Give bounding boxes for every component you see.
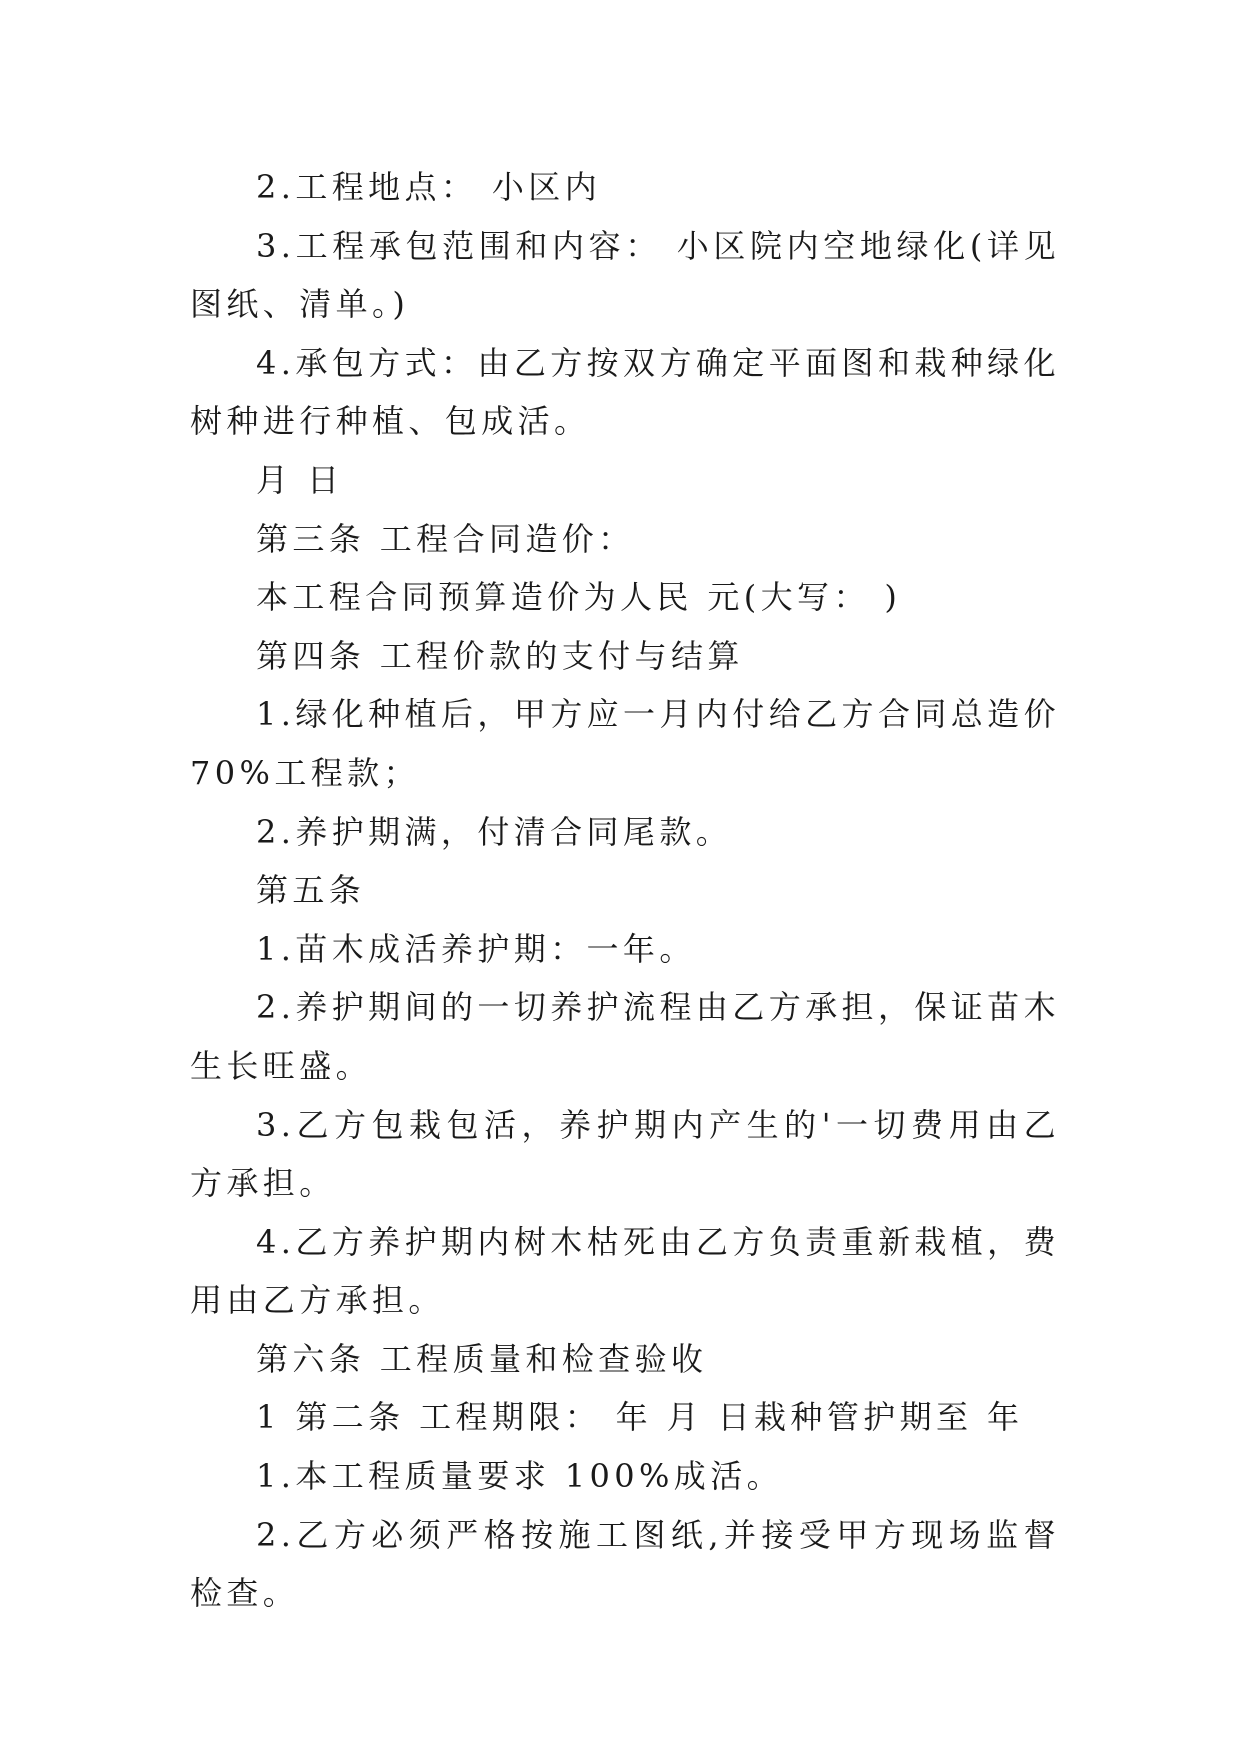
paragraph-project-location: 2.工程地点： 小区内 — [256, 168, 602, 206]
paragraph-article-5-heading: 第五条 — [256, 871, 366, 910]
paragraph-article-6-heading: 第六条 工程质量和检查验收 — [256, 1339, 708, 1378]
paragraph-payment-2: 2.养护期满，付清合同尾款。 — [256, 812, 733, 851]
document-body — [190, 158, 1075, 1623]
paragraph-maintenance-3: 3.乙方包栽包活，养护期内产生的'一切费用由乙方承担。 — [190, 1105, 1060, 1203]
paragraph-article-4-heading: 第四条 工程价款的支付与结算 — [256, 636, 744, 675]
paragraph-project-scope: 3.工程承包范围和内容： 小区院内空地绿化(详见图纸、清单。) — [190, 226, 1060, 324]
paragraph-article-3-heading: 第三条 工程合同造价： — [256, 519, 635, 558]
paragraph-payment-1: 1.绿化种植后，甲方应一月内付给乙方合同总造价 70%工程款； — [190, 695, 1075, 792]
paragraph-maintenance-1: 1.苗木成活养护期：一年。 — [256, 929, 696, 968]
paragraph-contract-price: 本工程合同预算造价为人民 元(大写： ) — [256, 578, 902, 617]
paragraph-project-term: 1 第二条 工程期限： 年 月 日栽种管护期至 年 — [256, 1398, 1024, 1437]
paragraph-contract-method: 4.承包方式：由乙方按双方确定平面图和栽种绿化树种进行种植、包成活。 — [190, 343, 1060, 441]
paragraph-maintenance-4: 4.乙方养护期内树木枯死由乙方负责重新栽植，费用由乙方承担。 — [190, 1222, 1060, 1320]
paragraph-quality-2: 2.乙方必须严格按施工图纸,并接受甲方现场监督检查。 — [190, 1515, 1060, 1613]
paragraph-month-day: 月 日 — [256, 460, 344, 499]
paragraph-maintenance-2: 2.养护期间的一切养护流程由乙方承担，保证苗木生长旺盛。 — [190, 988, 1060, 1085]
paragraph-quality-1: 1.本工程质量要求 100%成活。 — [256, 1457, 783, 1496]
